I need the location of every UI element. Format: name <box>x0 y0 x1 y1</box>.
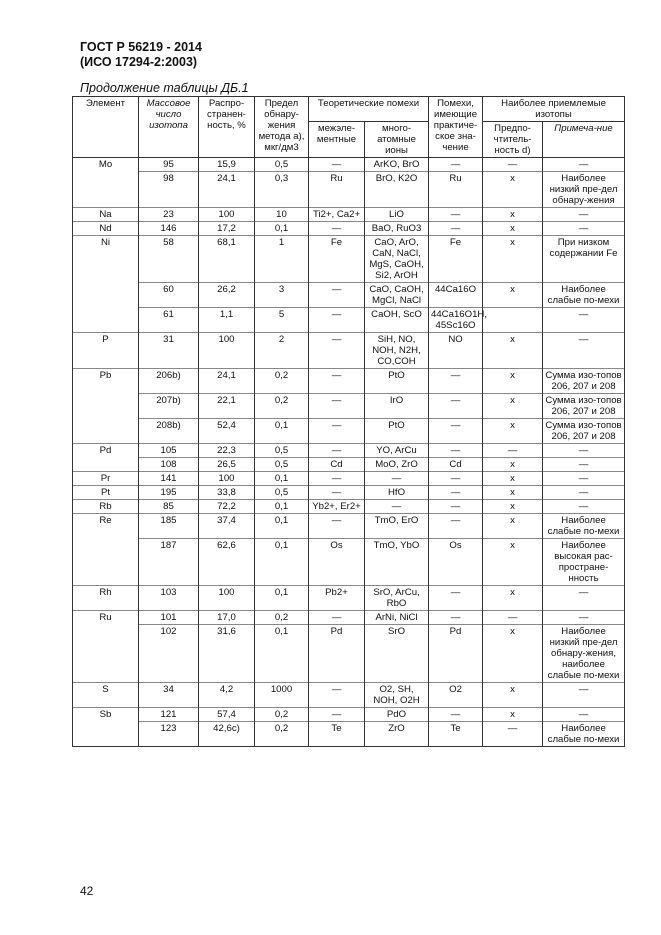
cell-mass: 61 <box>139 308 199 333</box>
cell-abundance: 42,6c) <box>199 722 255 747</box>
col-element: Элемент <box>73 97 139 158</box>
cell-element <box>73 394 139 419</box>
cell-preference: x <box>483 208 543 222</box>
cell-practical: Cd <box>429 458 483 472</box>
cell-mass: 105 <box>139 444 199 458</box>
cell-abundance: 24,1 <box>199 369 255 394</box>
cell-abundance: 26,5 <box>199 458 255 472</box>
cell-limit: 5 <box>255 308 309 333</box>
cell-mass: 141 <box>139 472 199 486</box>
cell-polyatomic: SiH, NO, NOH, N2H, CO,COH <box>365 333 429 369</box>
cell-note: — <box>543 472 625 486</box>
table-body <box>73 158 625 747</box>
cell-polyatomic: SrO <box>365 625 429 683</box>
table-row <box>73 500 625 514</box>
cell-preference: — <box>483 444 543 458</box>
cell-mass: 185 <box>139 514 199 539</box>
cell-abundance: 22,3 <box>199 444 255 458</box>
cell-limit: 0,2 <box>255 369 309 394</box>
cell-element <box>73 539 139 586</box>
col-interference-group: Теоретические помехи <box>309 97 429 122</box>
cell-practical: Fe <box>429 236 483 283</box>
cell-polyatomic: HfO <box>365 486 429 500</box>
cell-abundance: 31,6 <box>199 625 255 683</box>
cell-preference: x <box>483 222 543 236</box>
cell-preference: — <box>483 722 543 747</box>
cell-abundance: 37,4 <box>199 514 255 539</box>
cell-mass: 206b) <box>139 369 199 394</box>
cell-preference: — <box>483 611 543 625</box>
col-note: Примеча-ние <box>543 122 625 158</box>
standard-number: ГОСТ Р 56219 - 2014 <box>80 40 202 54</box>
cell-mass: 101 <box>139 611 199 625</box>
cell-limit: 0,2 <box>255 722 309 747</box>
cell-element: Pb <box>73 369 139 394</box>
cell-mass: 95 <box>139 158 199 172</box>
cell-preference: x <box>483 172 543 208</box>
table-row <box>73 236 625 283</box>
cell-abundance: 62,6 <box>199 539 255 586</box>
cell-abundance: 26,2 <box>199 283 255 308</box>
cell-limit: 10 <box>255 208 309 222</box>
cell-element: Ni <box>73 236 139 283</box>
table-row <box>73 419 625 444</box>
cell-preference: x <box>483 458 543 472</box>
cell-practical: Os <box>429 539 483 586</box>
cell-isobaric: — <box>309 444 365 458</box>
cell-mass: 123 <box>139 722 199 747</box>
cell-note: — <box>543 333 625 369</box>
cell-note: — <box>543 708 625 722</box>
cell-limit: 0,1 <box>255 222 309 236</box>
cell-polyatomic: CaO, ArO, CaN, NaCl, MgS, CaOH, Si2, ArOH <box>365 236 429 283</box>
table-row <box>73 333 625 369</box>
standard-iso-ref: (ИСО 17294-2:2003) <box>80 55 198 69</box>
cell-element: Pr <box>73 472 139 486</box>
table-row <box>73 222 625 236</box>
cell-preference: x <box>483 486 543 500</box>
cell-isobaric: — <box>309 472 365 486</box>
cell-limit: 0,5 <box>255 158 309 172</box>
cell-element: Ru <box>73 611 139 625</box>
cell-element: Mo <box>73 158 139 172</box>
cell-preference <box>483 308 543 333</box>
cell-limit: 0,2 <box>255 708 309 722</box>
cell-element <box>73 308 139 333</box>
cell-element: Re <box>73 514 139 539</box>
cell-mass: 98 <box>139 172 199 208</box>
cell-isobaric: — <box>309 419 365 444</box>
col-preferred-group: Наиболее приемлемые изотопы <box>483 97 625 122</box>
isotope-table <box>72 96 625 747</box>
table-row <box>73 722 625 747</box>
cell-note: Наиболее низкий пре-дел обнару-жения <box>543 172 625 208</box>
cell-practical: — <box>429 472 483 486</box>
cell-polyatomic: SrO, ArCu, RbO <box>365 586 429 611</box>
table-continuation-title: Продолжение таблицы ДБ.1 <box>80 81 249 95</box>
cell-preference: x <box>483 236 543 283</box>
cell-practical: Ru <box>429 172 483 208</box>
cell-polyatomic: TmO, ErO <box>365 514 429 539</box>
cell-abundance: 17,0 <box>199 611 255 625</box>
cell-isobaric: Te <box>309 722 365 747</box>
cell-note: Наиболее слабые по-мехи <box>543 283 625 308</box>
cell-mass: 103 <box>139 586 199 611</box>
col-mass: Массовое число изотопа <box>139 97 199 158</box>
cell-practical: — <box>429 394 483 419</box>
cell-note: — <box>543 158 625 172</box>
cell-element: Nd <box>73 222 139 236</box>
cell-polyatomic: YO, ArCu <box>365 444 429 458</box>
cell-abundance: 57,4 <box>199 708 255 722</box>
cell-mass: 102 <box>139 625 199 683</box>
cell-abundance: 4,2 <box>199 683 255 708</box>
cell-element: P <box>73 333 139 369</box>
cell-abundance: 68,1 <box>199 236 255 283</box>
cell-limit: 0,2 <box>255 611 309 625</box>
cell-isobaric: Fe <box>309 236 365 283</box>
cell-note: — <box>543 586 625 611</box>
cell-polyatomic: TmO, YbO <box>365 539 429 586</box>
cell-preference: x <box>483 500 543 514</box>
cell-preference: x <box>483 625 543 683</box>
table-row <box>73 444 625 458</box>
cell-practical: — <box>429 208 483 222</box>
cell-polyatomic: O2, SH, NOH, O2H <box>365 683 429 708</box>
cell-practical: — <box>429 708 483 722</box>
table-row <box>73 458 625 472</box>
cell-limit: 0,5 <box>255 486 309 500</box>
cell-abundance: 100 <box>199 586 255 611</box>
cell-limit: 0,5 <box>255 444 309 458</box>
cell-element <box>73 283 139 308</box>
cell-polyatomic: BaO, RuO3 <box>365 222 429 236</box>
cell-polyatomic: ArKO, BrO <box>365 158 429 172</box>
cell-note: — <box>543 683 625 708</box>
cell-practical: — <box>429 444 483 458</box>
cell-preference: x <box>483 539 543 586</box>
cell-note: Наиболее слабые по-мехи <box>543 722 625 747</box>
cell-mass: 108 <box>139 458 199 472</box>
cell-element <box>73 419 139 444</box>
cell-abundance: 15,9 <box>199 158 255 172</box>
cell-limit: 1 <box>255 236 309 283</box>
cell-practical: Te <box>429 722 483 747</box>
table-row <box>73 208 625 222</box>
cell-note: Наиболее слабые по-мехи <box>543 514 625 539</box>
cell-mass: 34 <box>139 683 199 708</box>
cell-element: Rb <box>73 500 139 514</box>
cell-limit: 0,1 <box>255 625 309 683</box>
cell-practical: — <box>429 158 483 172</box>
cell-note: Сумма изо-топов 206, 207 и 208 <box>543 394 625 419</box>
cell-mass: 31 <box>139 333 199 369</box>
cell-mass: 23 <box>139 208 199 222</box>
cell-limit: 3 <box>255 283 309 308</box>
cell-limit: 0,1 <box>255 539 309 586</box>
cell-element: Pt <box>73 486 139 500</box>
cell-isobaric: — <box>309 683 365 708</box>
cell-note: Наиболее низкий пре-дел обнару-жения, наиболее слабые по-мехи <box>543 625 625 683</box>
cell-limit: 1000 <box>255 683 309 708</box>
cell-note: — <box>543 500 625 514</box>
cell-limit: 0,3 <box>255 172 309 208</box>
document-header <box>80 40 202 70</box>
cell-practical: — <box>429 500 483 514</box>
cell-polyatomic: PdO <box>365 708 429 722</box>
cell-practical: 44Ca16O1H, 45Sc16O <box>429 308 483 333</box>
table-row <box>73 683 625 708</box>
cell-polyatomic: BrO, K2O <box>365 172 429 208</box>
cell-practical: NO <box>429 333 483 369</box>
cell-limit: 0,1 <box>255 514 309 539</box>
cell-preference: — <box>483 158 543 172</box>
cell-limit: 0,5 <box>255 458 309 472</box>
table-row <box>73 486 625 500</box>
cell-mass: 58 <box>139 236 199 283</box>
cell-practical: — <box>429 611 483 625</box>
cell-preference: x <box>483 708 543 722</box>
cell-isobaric: — <box>309 369 365 394</box>
cell-abundance: 100 <box>199 472 255 486</box>
cell-note: — <box>543 611 625 625</box>
col-polyatomic: много-атомные ионы <box>365 122 429 158</box>
cell-isobaric: Ru <box>309 172 365 208</box>
page-number: 42 <box>80 884 94 898</box>
cell-preference: x <box>483 683 543 708</box>
cell-isobaric: — <box>309 158 365 172</box>
cell-limit: 0,1 <box>255 586 309 611</box>
cell-mass: 208b) <box>139 419 199 444</box>
cell-mass: 195 <box>139 486 199 500</box>
cell-polyatomic: — <box>365 500 429 514</box>
cell-isobaric: — <box>309 611 365 625</box>
cell-isobaric: Pb2+ <box>309 586 365 611</box>
cell-mass: 60 <box>139 283 199 308</box>
cell-abundance: 22,1 <box>199 394 255 419</box>
cell-note: — <box>543 486 625 500</box>
table-row <box>73 172 625 208</box>
cell-note: — <box>543 308 625 333</box>
cell-isobaric: — <box>309 308 365 333</box>
cell-abundance: 100 <box>199 333 255 369</box>
cell-element: Pd <box>73 444 139 458</box>
cell-isobaric: — <box>309 222 365 236</box>
cell-element: Na <box>73 208 139 222</box>
table-row <box>73 369 625 394</box>
col-preference: Предпо-чтитель-ность d) <box>483 122 543 158</box>
cell-practical: — <box>429 419 483 444</box>
cell-abundance: 72,2 <box>199 500 255 514</box>
cell-polyatomic: CaOH, ScO <box>365 308 429 333</box>
cell-mass: 207b) <box>139 394 199 419</box>
cell-abundance: 1,1 <box>199 308 255 333</box>
cell-isobaric: — <box>309 333 365 369</box>
cell-note: Наиболее высокая рас-простране-нность <box>543 539 625 586</box>
cell-limit: 0,1 <box>255 472 309 486</box>
cell-element <box>73 722 139 747</box>
cell-practical: — <box>429 514 483 539</box>
cell-polyatomic: ArNi, NiCl <box>365 611 429 625</box>
cell-element: Sb <box>73 708 139 722</box>
cell-practical: — <box>429 486 483 500</box>
cell-isobaric: Yb2+, Er2+ <box>309 500 365 514</box>
cell-preference: x <box>483 514 543 539</box>
cell-preference: x <box>483 419 543 444</box>
table-row <box>73 586 625 611</box>
cell-note: При низком содержании Fe <box>543 236 625 283</box>
cell-isobaric: — <box>309 708 365 722</box>
table-row <box>73 283 625 308</box>
table-row <box>73 514 625 539</box>
cell-polyatomic: ZrO <box>365 722 429 747</box>
cell-limit: 0,1 <box>255 500 309 514</box>
table-row <box>73 472 625 486</box>
cell-limit: 2 <box>255 333 309 369</box>
cell-preference: x <box>483 586 543 611</box>
table-row <box>73 394 625 419</box>
cell-polyatomic: PtO <box>365 419 429 444</box>
table-row <box>73 308 625 333</box>
cell-abundance: 100 <box>199 208 255 222</box>
cell-polyatomic: — <box>365 472 429 486</box>
cell-preference: x <box>483 472 543 486</box>
cell-preference: x <box>483 369 543 394</box>
col-isobaric: межэле-ментные <box>309 122 365 158</box>
cell-isobaric: Pd <box>309 625 365 683</box>
cell-note: — <box>543 458 625 472</box>
cell-practical: 44Ca16O <box>429 283 483 308</box>
cell-mass: 187 <box>139 539 199 586</box>
col-limit: Предел обнару-жения метода a), мкг/дм3 <box>255 97 309 158</box>
cell-isobaric: — <box>309 514 365 539</box>
cell-note: — <box>543 208 625 222</box>
cell-limit: 0,1 <box>255 419 309 444</box>
cell-polyatomic: PtO <box>365 369 429 394</box>
cell-element <box>73 458 139 472</box>
cell-isobaric: Ti2+, Ca2+ <box>309 208 365 222</box>
cell-element <box>73 625 139 683</box>
cell-polyatomic: CaO, CaOH, MgCl, NaCl <box>365 283 429 308</box>
col-abundance: Распро-странен-ность, % <box>199 97 255 158</box>
cell-mass: 146 <box>139 222 199 236</box>
table-row <box>73 708 625 722</box>
cell-note: — <box>543 444 625 458</box>
col-practical: Помехи, имеющие практиче-ское зна-чение <box>429 97 483 158</box>
cell-element: Rh <box>73 586 139 611</box>
cell-abundance: 24,1 <box>199 172 255 208</box>
cell-practical: — <box>429 222 483 236</box>
cell-practical: O2 <box>429 683 483 708</box>
cell-polyatomic: MoO, ZrO <box>365 458 429 472</box>
cell-note: Сумма изо-топов 206, 207 и 208 <box>543 419 625 444</box>
cell-isobaric: — <box>309 283 365 308</box>
cell-practical: — <box>429 586 483 611</box>
cell-abundance: 52,4 <box>199 419 255 444</box>
cell-preference: x <box>483 283 543 308</box>
cell-isobaric: Os <box>309 539 365 586</box>
cell-isobaric: Cd <box>309 458 365 472</box>
header-row-1 <box>73 97 625 122</box>
cell-isobaric: — <box>309 394 365 419</box>
cell-note: — <box>543 222 625 236</box>
table-row <box>73 539 625 586</box>
cell-abundance: 17,2 <box>199 222 255 236</box>
cell-mass: 121 <box>139 708 199 722</box>
cell-polyatomic: LiO <box>365 208 429 222</box>
cell-practical: — <box>429 369 483 394</box>
cell-note: Сумма изо-топов 206, 207 и 208 <box>543 369 625 394</box>
table-row <box>73 158 625 172</box>
cell-preference: x <box>483 333 543 369</box>
cell-element: S <box>73 683 139 708</box>
cell-mass: 85 <box>139 500 199 514</box>
cell-practical: Pd <box>429 625 483 683</box>
cell-element <box>73 172 139 208</box>
cell-abundance: 33,8 <box>199 486 255 500</box>
cell-isobaric: — <box>309 486 365 500</box>
cell-polyatomic: IrO <box>365 394 429 419</box>
cell-preference: x <box>483 394 543 419</box>
table-row <box>73 625 625 683</box>
cell-limit: 0,2 <box>255 394 309 419</box>
table-row <box>73 611 625 625</box>
